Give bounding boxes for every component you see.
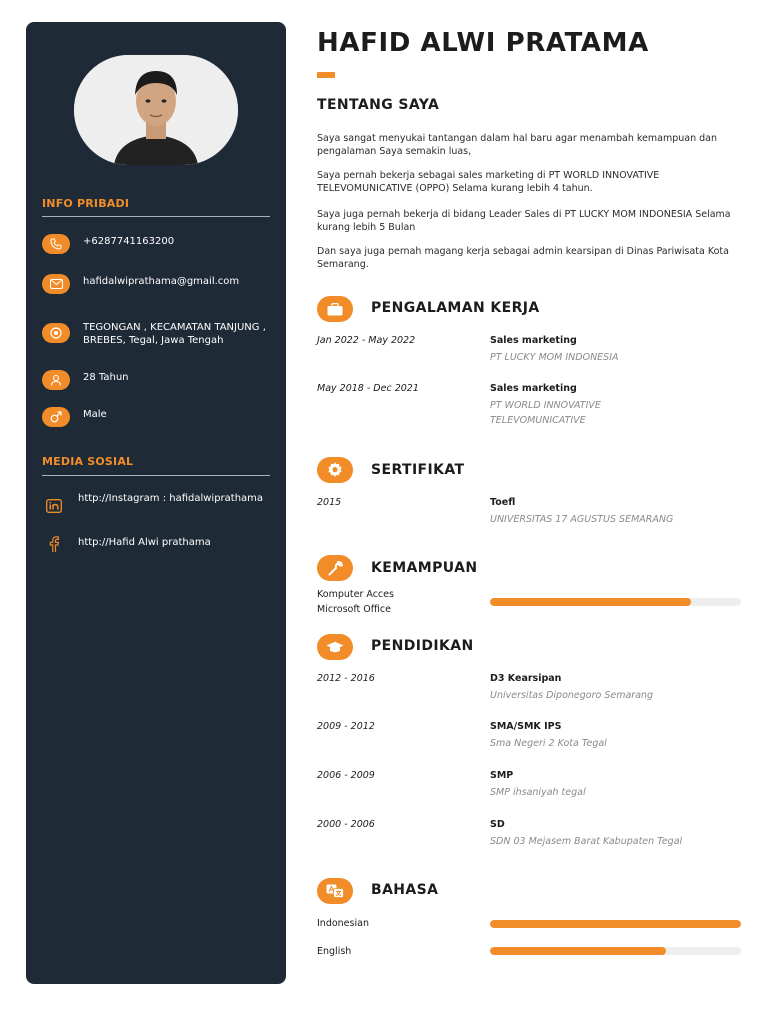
about-paragraph: Saya juga pernah bekerja di bidang Leader Sales di PT LUCKY MOM INDONESIA Selama kurang lebih 5 Bulan xyxy=(317,209,731,233)
experience-title: PENGALAMAN KERJA xyxy=(371,300,540,316)
language-bar xyxy=(490,920,741,928)
accent-bar xyxy=(317,72,335,78)
education-degree: SMP xyxy=(490,770,514,781)
social-heading: MEDIA SOSIAL xyxy=(42,455,134,468)
gender-text: Male xyxy=(83,409,107,420)
about-paragraph: Dan saya juga pernah magang kerja sebagai admin kearsipan di Dinas Pariwisata Kota Semarang. xyxy=(317,246,729,270)
education-school: Sma Negeri 2 Kota Tegal xyxy=(490,738,607,749)
email-text: hafidalwiprathama@gmail.com xyxy=(83,276,240,287)
address-text: TEGONGAN , KECAMATAN TANJUNG , BREBES, Tegal, Jawa Tengah xyxy=(83,322,266,346)
experience-company: PT LUCKY MOM INDONESIA xyxy=(490,352,619,363)
briefcase-icon xyxy=(317,296,353,322)
skills-title: KEMAMPUAN xyxy=(371,560,478,576)
about-paragraph: Saya sangat menyukai tantangan dalam hal baru agar menambah kemampuan dan pengalaman Saya semakin luas, xyxy=(317,133,718,157)
linkedin-icon xyxy=(44,498,64,514)
education-school: SDN 03 Mejasem Barat Kabupaten Tegal xyxy=(490,836,683,847)
education-degree: D3 Kearsipan xyxy=(490,673,562,684)
facebook-icon xyxy=(44,536,64,552)
language-bar-fill xyxy=(490,920,741,928)
about-paragraph: Saya pernah bekerja sebagai sales marketing di PT WORLD INNOVATIVE TELEVOMUNICATIVE (OPPO) Selama kurang lebih 4 tahun. xyxy=(317,170,660,194)
certificate-name: Toefl xyxy=(490,497,516,508)
education-title: PENDIDIKAN xyxy=(371,638,474,654)
sidebar xyxy=(26,22,286,984)
education-degree: SD xyxy=(490,819,505,830)
languages-title: BAHASA xyxy=(371,882,439,898)
facebook-link[interactable]: http://Hafid Alwi prathama xyxy=(78,537,211,548)
education-date: 2006 - 2009 xyxy=(317,770,375,781)
about-title: TENTANG SAYA xyxy=(317,97,440,113)
education-date: 2012 - 2016 xyxy=(317,673,375,684)
certificate-date: 2015 xyxy=(317,497,342,508)
certificate-issuer: UNIVERSITAS 17 AGUSTUS SEMARANG xyxy=(490,514,674,525)
education-school: Universitas Diponegoro Semarang xyxy=(490,690,654,701)
page-title: HAFID ALWI PRATAMA xyxy=(317,28,649,58)
education-school: SMP ihsaniyah tegal xyxy=(490,787,586,798)
profile-photo xyxy=(74,55,238,165)
translate-icon xyxy=(317,878,353,904)
graduation-cap-icon xyxy=(317,634,353,660)
certificate-title: SERTIFIKAT xyxy=(371,462,465,478)
education-date: 2000 - 2006 xyxy=(317,819,375,830)
language-bar-fill xyxy=(490,947,666,955)
wrench-icon xyxy=(317,555,353,581)
skill-bar xyxy=(490,598,741,606)
phone-text: +6287741163200 xyxy=(83,236,175,247)
male-icon xyxy=(42,407,70,427)
instagram-link[interactable]: http://Instagram : hafidalwiprathama xyxy=(78,493,264,504)
person-icon xyxy=(42,370,70,390)
skill-label: Komputer Acces Microsoft Office xyxy=(317,589,394,615)
phone-icon xyxy=(42,234,70,254)
language-bar xyxy=(490,947,741,955)
experience-date: May 2018 - Dec 2021 xyxy=(317,383,419,394)
age-text: 28 Tahun xyxy=(83,372,129,383)
divider xyxy=(42,216,270,217)
divider xyxy=(42,475,270,476)
mail-icon xyxy=(42,274,70,294)
location-icon xyxy=(42,323,70,343)
education-degree: SMA/SMK IPS xyxy=(490,721,562,732)
skill-bar-fill xyxy=(490,598,691,606)
education-date: 2009 - 2012 xyxy=(317,721,375,732)
experience-company: PT WORLD INNOVATIVE TELEVOMUNICATIVE xyxy=(490,400,601,426)
language-label: Indonesian xyxy=(317,918,369,929)
experience-role: Sales marketing xyxy=(490,335,577,346)
badge-icon xyxy=(317,457,353,483)
info-heading: INFO PRIBADI xyxy=(42,197,130,210)
experience-date: Jan 2022 - May 2022 xyxy=(317,335,416,346)
language-label: English xyxy=(317,946,352,957)
experience-role: Sales marketing xyxy=(490,383,577,394)
